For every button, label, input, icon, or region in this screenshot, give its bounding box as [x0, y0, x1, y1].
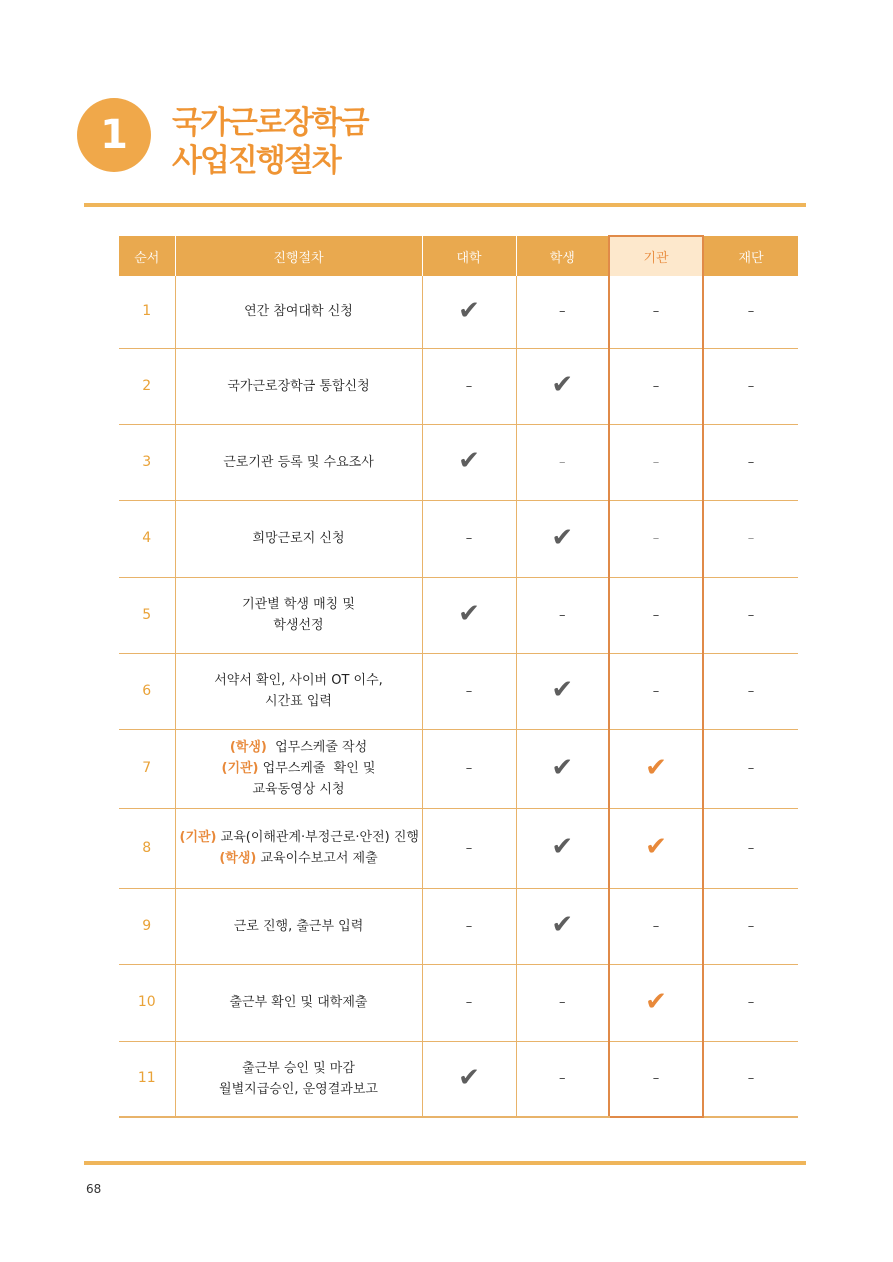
- cell-student: [516, 276, 609, 348]
- cell-university: [422, 964, 516, 1041]
- row-order-number: 3: [119, 424, 175, 500]
- procedure-text: 국가근로장학금 통합신청: [227, 378, 370, 394]
- row-procedure-text: [175, 577, 422, 653]
- row-procedure-text: [175, 500, 422, 577]
- cell-institution: [609, 577, 703, 653]
- dash-mark: –: [465, 995, 473, 1010]
- procedure-text: 시간표 입력: [265, 694, 332, 709]
- procedure-line: [180, 376, 418, 397]
- top-divider: [84, 203, 806, 207]
- table-row: [119, 500, 798, 577]
- procedure-line: [180, 691, 418, 712]
- cell-student: [516, 424, 609, 500]
- procedure-text: 근로기관 등록 및 수요조사: [223, 454, 374, 470]
- procedure-text: 출근부 승인 및 마감: [242, 1060, 355, 1076]
- row-order-number: 10: [119, 964, 175, 1041]
- cell-institution: [609, 424, 703, 500]
- table-row: [119, 348, 798, 424]
- row-procedure-text: [175, 1041, 422, 1117]
- dash-mark: –: [747, 918, 755, 934]
- table-row: [119, 653, 798, 729]
- procedure-text: 기관별 학생 매칭 및: [242, 597, 355, 612]
- cell-foundation: [703, 577, 798, 653]
- dash-mark: –: [747, 761, 755, 776]
- cell-foundation: [703, 348, 798, 424]
- cell-foundation: [703, 653, 798, 729]
- check-icon: ✔: [551, 370, 574, 400]
- table-row: [119, 808, 798, 888]
- dash-mark: –: [559, 1071, 566, 1087]
- row-procedure-text: [175, 348, 422, 424]
- cell-student: [516, 729, 609, 808]
- dash-mark: –: [652, 531, 660, 546]
- section-title-line1: 국가근로장학금: [172, 105, 368, 141]
- cell-university: [422, 500, 516, 577]
- cell-university: [422, 348, 516, 424]
- procedure-line: [180, 528, 418, 549]
- procedure-table: [119, 235, 798, 1118]
- cell-institution: [609, 348, 703, 424]
- check-icon: ✔: [551, 522, 574, 553]
- cell-foundation: [703, 500, 798, 577]
- procedure-line: [180, 594, 418, 615]
- dash-mark: –: [652, 304, 660, 320]
- procedure-text: 학생선정: [273, 618, 324, 633]
- procedure-line: [180, 670, 418, 691]
- cell-institution: [609, 888, 703, 964]
- cell-student: [516, 964, 609, 1041]
- table-row: [119, 276, 798, 348]
- cell-student: [516, 653, 609, 729]
- procedure-text: 업무스케줄 작성: [266, 740, 368, 755]
- header-student: 학생: [516, 236, 609, 276]
- dash-mark: –: [747, 531, 755, 546]
- dash-mark: –: [465, 840, 473, 856]
- procedure-line: [180, 779, 418, 800]
- dash-mark: –: [652, 918, 660, 934]
- dash-mark: –: [559, 304, 566, 320]
- procedure-line: [180, 615, 418, 636]
- row-order-number: 5: [119, 577, 175, 653]
- dash-mark: –: [652, 378, 660, 394]
- dash-mark: –: [652, 454, 660, 470]
- cell-student: [516, 888, 609, 964]
- procedure-line: [180, 992, 418, 1013]
- role-tag: (기관): [221, 761, 259, 776]
- procedure-line: [180, 301, 418, 322]
- role-tag: (학생): [229, 740, 267, 755]
- procedure-text: 교육이수보고서 제출: [256, 851, 378, 866]
- header-institution: 기관: [609, 236, 703, 276]
- cell-student: [516, 500, 609, 577]
- row-order-number: 11: [119, 1041, 175, 1117]
- procedure-line: [180, 758, 418, 779]
- procedure-text: 월별지급승인, 운영결과보고: [219, 1081, 378, 1097]
- cell-foundation: [703, 1041, 798, 1117]
- dash-mark: –: [465, 683, 473, 699]
- procedure-text: 교육동영상 시청: [252, 782, 345, 797]
- procedure-line: [180, 737, 418, 758]
- cell-university: [422, 653, 516, 729]
- dash-mark: –: [747, 454, 755, 470]
- procedure-text: 업무스케줄 확인 및: [258, 761, 376, 776]
- cell-university: [422, 577, 516, 653]
- dash-mark: –: [465, 761, 473, 776]
- procedure-text: 서약서 확인, 사이버 OT 이수,: [214, 673, 383, 688]
- header-foundation: 재단: [703, 236, 798, 276]
- table-row: [119, 888, 798, 964]
- cell-university: [422, 1041, 516, 1117]
- table-row: [119, 1041, 798, 1117]
- section-number-badge: [77, 98, 151, 172]
- row-procedure-text: [175, 653, 422, 729]
- row-procedure-text: [175, 276, 422, 348]
- cell-institution: [609, 729, 703, 808]
- cell-student: [516, 1041, 609, 1117]
- row-order-number: 1: [119, 276, 175, 348]
- cell-student: [516, 577, 609, 653]
- procedure-line: [180, 916, 418, 937]
- row-procedure-text: [175, 424, 422, 500]
- row-order-number: 9: [119, 888, 175, 964]
- dash-mark: –: [747, 683, 755, 699]
- row-procedure-text: [175, 964, 422, 1041]
- cell-institution: [609, 1041, 703, 1117]
- dash-mark: –: [747, 304, 755, 320]
- dash-mark: –: [559, 454, 566, 470]
- procedure-line: [180, 452, 418, 473]
- cell-foundation: [703, 424, 798, 500]
- procedure-text: 연간 참여대학 신청: [244, 304, 353, 320]
- check-icon: ✔: [458, 1062, 480, 1093]
- cell-student: [516, 808, 609, 888]
- row-procedure-text: [175, 808, 422, 888]
- table-body: [119, 276, 798, 1117]
- cell-university: [422, 888, 516, 964]
- dash-mark: –: [652, 607, 660, 623]
- cell-institution: [609, 808, 703, 888]
- check-icon: ✔: [551, 752, 574, 783]
- cell-foundation: [703, 808, 798, 888]
- table-row: [119, 424, 798, 500]
- cell-foundation: [703, 276, 798, 348]
- cell-institution: [609, 276, 703, 348]
- header-procedure: 진행절차: [175, 236, 422, 276]
- procedure-text: 근로 진행, 출근부 입력: [233, 918, 364, 934]
- table-header-row: [119, 236, 798, 276]
- dash-mark: –: [465, 918, 473, 934]
- role-tag: (기관): [179, 830, 217, 845]
- procedure-line: [180, 1058, 418, 1079]
- row-order-number: 7: [119, 729, 175, 808]
- row-procedure-text: [175, 729, 422, 808]
- dash-mark: –: [559, 995, 566, 1010]
- check-icon: ✔: [645, 832, 667, 862]
- cell-institution: [609, 653, 703, 729]
- dash-mark: –: [747, 840, 755, 856]
- section-title: [172, 104, 368, 180]
- dash-mark: –: [652, 1071, 660, 1087]
- header-university: 대학: [422, 236, 516, 276]
- dash-mark: –: [465, 531, 473, 546]
- page-number: 68: [86, 1182, 102, 1196]
- procedure-line: [180, 848, 418, 869]
- section-number: 1: [100, 112, 128, 158]
- cell-foundation: [703, 888, 798, 964]
- procedure-line: [180, 1079, 418, 1100]
- role-tag: (학생): [219, 851, 257, 866]
- cell-university: [422, 729, 516, 808]
- table-row: [119, 964, 798, 1041]
- check-icon: ✔: [458, 599, 480, 629]
- check-icon: ✔: [645, 752, 667, 783]
- check-icon: ✔: [551, 675, 574, 705]
- dash-mark: –: [747, 378, 755, 394]
- check-icon: ✔: [458, 446, 480, 476]
- cell-institution: [609, 500, 703, 577]
- dash-mark: –: [747, 607, 755, 623]
- check-icon: ✔: [645, 986, 667, 1017]
- cell-university: [422, 424, 516, 500]
- section-title-line2: 사업진행절차: [172, 143, 340, 179]
- dash-mark: –: [747, 995, 755, 1010]
- cell-foundation: [703, 729, 798, 808]
- procedure-text: 교육(이해관계·부정근로·안전) 진행: [216, 830, 419, 845]
- dash-mark: –: [465, 378, 473, 394]
- cell-university: [422, 808, 516, 888]
- cell-student: [516, 348, 609, 424]
- row-order-number: 4: [119, 500, 175, 577]
- cell-university: [422, 276, 516, 348]
- row-order-number: 2: [119, 348, 175, 424]
- row-order-number: 6: [119, 653, 175, 729]
- table-row: [119, 577, 798, 653]
- procedure-text: 출근부 확인 및 대학제출: [229, 995, 368, 1010]
- procedure-line: [180, 827, 418, 848]
- dash-mark: –: [747, 1071, 755, 1087]
- row-procedure-text: [175, 888, 422, 964]
- dash-mark: –: [559, 607, 566, 623]
- check-icon: ✔: [551, 910, 574, 940]
- cell-foundation: [703, 964, 798, 1041]
- header-order: 순서: [119, 236, 175, 276]
- check-icon: ✔: [458, 295, 480, 326]
- check-icon: ✔: [551, 832, 574, 862]
- row-order-number: 8: [119, 808, 175, 888]
- cell-institution: [609, 964, 703, 1041]
- dash-mark: –: [652, 683, 660, 699]
- table-row: [119, 729, 798, 808]
- bottom-divider: [84, 1161, 806, 1165]
- procedure-text: 희망근로지 신청: [252, 531, 345, 546]
